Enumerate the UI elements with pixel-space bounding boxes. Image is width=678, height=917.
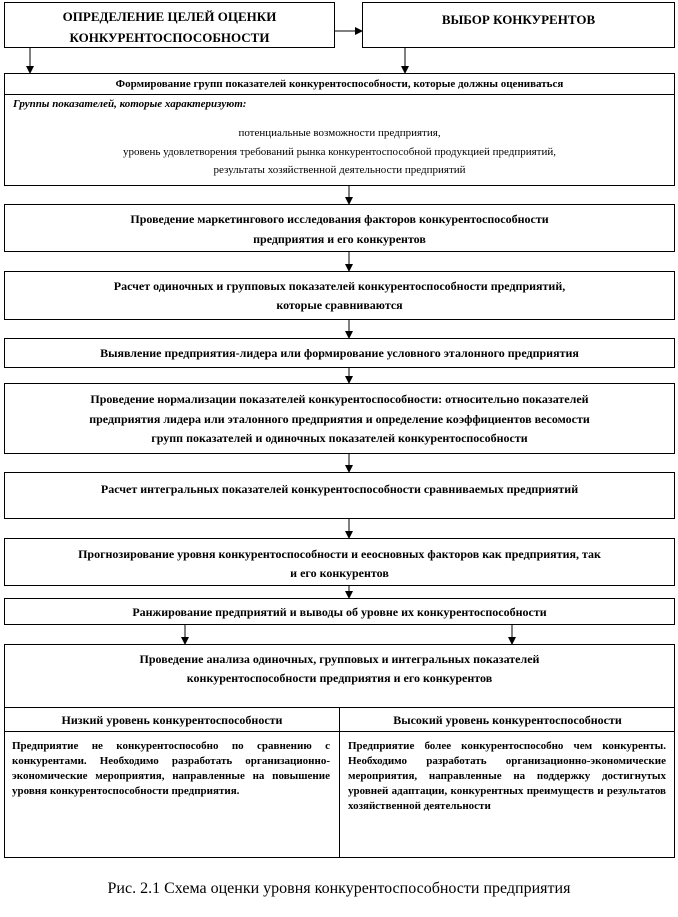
box-competitors (362, 2, 675, 48)
low-level-title: Низкий уровень конкурентоспособности (61, 713, 283, 727)
step-normalization-line1: Проведение нормализации показателей конкурентоспособности: относительно показателей (90, 392, 589, 406)
high-level-text: Предприятие более конкурентоспособно чем конкуренты. Необходимо разработать организационно-экономические мероприятия, направленные на поддержку достигнутых уровней адаптации, конкурентных преимуществ и результатов хозяйственной деятельности (348, 740, 666, 812)
analysis-line1: Проведение анализа одиночных, групповых и интегральных показателей (139, 652, 540, 666)
groups-title: Формирование групп показателей конкурентоспособности, которые должны оцениваться (115, 78, 564, 90)
step-calc-line1: Расчет одиночных и групповых показателей конкурентоспособности предприятий, (113, 279, 566, 293)
groups-divider (5, 94, 674, 95)
groups-item-2: уровень удовлетворения требований рынка конкурентоспособной продукцией предприятий, (122, 146, 557, 158)
step-marketing-line1: Проведение маркетингового исследования факторов конкурентоспособности (130, 212, 549, 226)
box-step-marketing (4, 204, 675, 252)
analysis-line2: конкурентоспособности предприятия и его конкурентов (186, 671, 493, 685)
groups-item-1: потенциальные возможности предприятия, (238, 127, 441, 139)
goals-line1: ОПРЕДЕЛЕНИЕ ЦЕЛЕЙ ОЦЕНКИ (62, 9, 277, 24)
analysis-divider-v (339, 707, 340, 857)
box-step-leader (4, 338, 675, 368)
step-leader-text: Выявление предприятия-лидера или формирование условного эталонного предприятия (100, 346, 579, 360)
step-forecast-line1: Прогнозирование уровня конкурентоспособности и ееосновных факторов как предприятия, так (78, 547, 601, 561)
box-step-calc (4, 271, 675, 320)
high-level-title: Высокий уровень конкурентоспособности (393, 713, 622, 727)
step-integral-text: Расчет интегральных показателей конкурентоспособности сравниваемых предприятий (100, 482, 579, 496)
box-goals (4, 2, 335, 48)
step-marketing-line2: предприятия и его конкурентов (253, 232, 426, 246)
step-forecast-line2: и его конкурентов (290, 566, 389, 580)
step-normalization-line3: групп показателей и одиночных показателей конкурентоспособности (151, 431, 528, 445)
step-ranking-text: Ранжирование предприятий и выводы об уровне их конкурентоспособности (132, 605, 547, 619)
step-calc-line2: которые сравниваются (276, 298, 403, 312)
box-step-ranking (4, 598, 675, 625)
box-step-forecast (4, 538, 675, 586)
box-step-normalization (4, 383, 675, 454)
box-step-integral (4, 472, 675, 519)
step-normalization-line2: предприятия лидера или эталонного предприятия и определение коэффициентов весомости (89, 412, 590, 426)
competitors-title: ВЫБОР КОНКУРЕНТОВ (441, 12, 596, 27)
box-groups (4, 73, 675, 186)
goals-line2: КОНКУРЕНТОСПОСОБНОСТИ (69, 30, 270, 45)
low-level-text: Предприятие не конкурентоспособно по сравнению с конкурентами. Необходимо разработать организационно-экономические мероприятия, направленные на повышение уровня конкурентоспособности предприятия. (12, 740, 330, 797)
groups-item-3: результаты хозяйственной деятельности предприятий (213, 164, 466, 176)
groups-subtitle: Группы показателей, которые характеризуют: (13, 98, 247, 110)
box-analysis (4, 644, 675, 858)
figure-caption: Рис. 2.1 Схема оценки уровня конкурентоспособности предприятия (107, 880, 571, 897)
